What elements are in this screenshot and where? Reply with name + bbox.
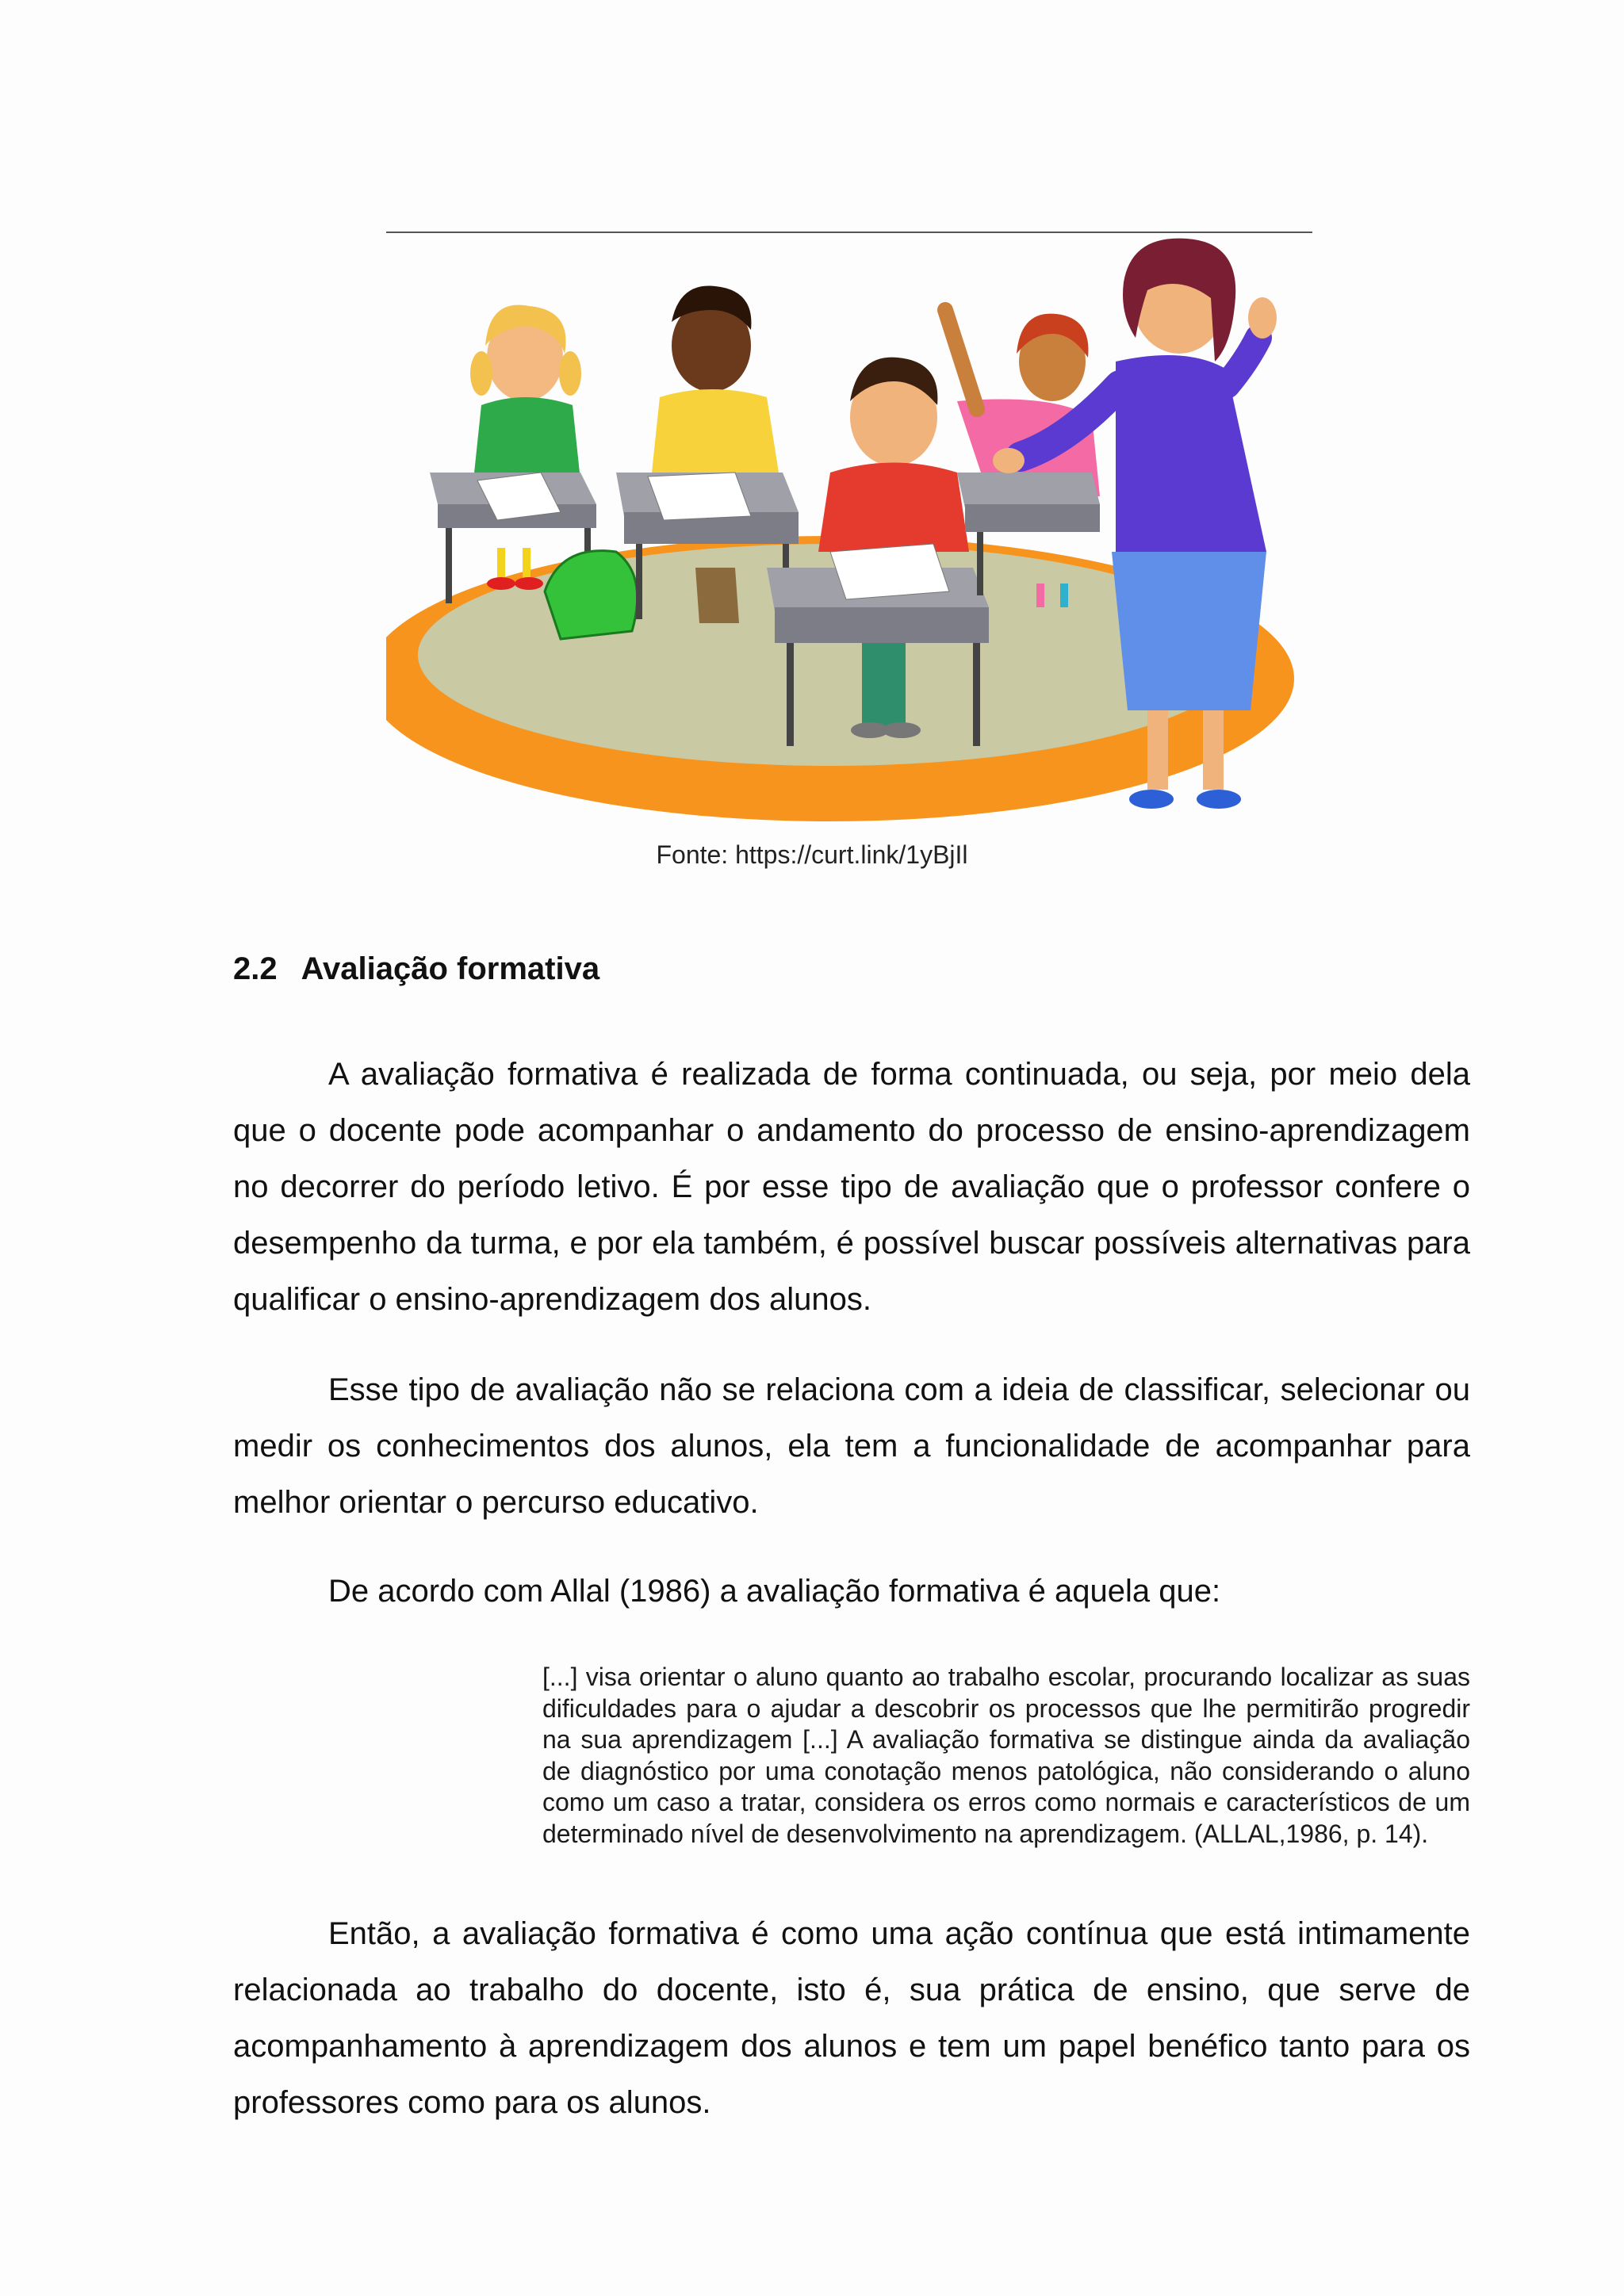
paragraph: Então, a avaliação formativa é como uma ação contínua que está intimamente relacionada ao trabalho do docente, isto é, sua prática de ensino, que serve de acompanhamento à aprendizagem dos alunos e tem um papel benéfico tanto para os professores como para os alunos.: [233, 1916, 1470, 2120]
closing-paragraph-block: [233, 1906, 1470, 2131]
student-girl-green: [470, 305, 581, 590]
classroom-illustration: [386, 235, 1312, 821]
section-number: 2.2: [233, 951, 278, 986]
paragraph: De acordo com Allal (1986) a avaliação formativa é aquela que:: [328, 1574, 1221, 1609]
section-title: Avaliação formativa: [301, 951, 600, 986]
block-quote: [542, 1662, 1470, 1850]
paragraph-3-block: [233, 1563, 1470, 1620]
paragraph: Esse tipo de avaliação não se relaciona com a ideia de classificar, selecionar ou medir os conhecimentos dos alunos, ela tem a funcionalidade de acompanhar para melhor orientar o percurso educativo.: [233, 1372, 1470, 1520]
paragraph: A avaliação formativa é realizada de forma continuada, ou seja, por meio dela que o docente pode acompanhar o andamento do processo de ensino-aprendizagem no decorrer do período letivo. É por esse tipo de avaliação que o professor confere o desempenho da turma, e por ela também, é possível buscar possíveis alternativas para qualificar o ensino-aprendizagem dos alunos.: [233, 1057, 1470, 1317]
top-rule: [386, 232, 1312, 233]
paragraph-2-block: [233, 1362, 1470, 1531]
paragraph-1-block: [233, 1047, 1470, 1328]
quote-text: [...] visa orientar o aluno quanto ao trabalho escolar, procurando localizar as suas dificuldades para o ajudar a descobrir os processos que lhe permitirão progredir na sua aprendizagem [...] A avaliação formativa se distingue ainda da avaliação de diagnóstico por uma conotação menos patológica, não considerando o aluno como um caso a tratar, considera os erros como normais e característicos de um determinado nível de desenvolvimento na aprendizagem. (ALLAL,1986, p. 14).: [542, 1663, 1470, 1848]
section-heading: [233, 951, 599, 987]
figure-caption: Fonte: https://curt.link/1yBjIl: [656, 840, 968, 869]
